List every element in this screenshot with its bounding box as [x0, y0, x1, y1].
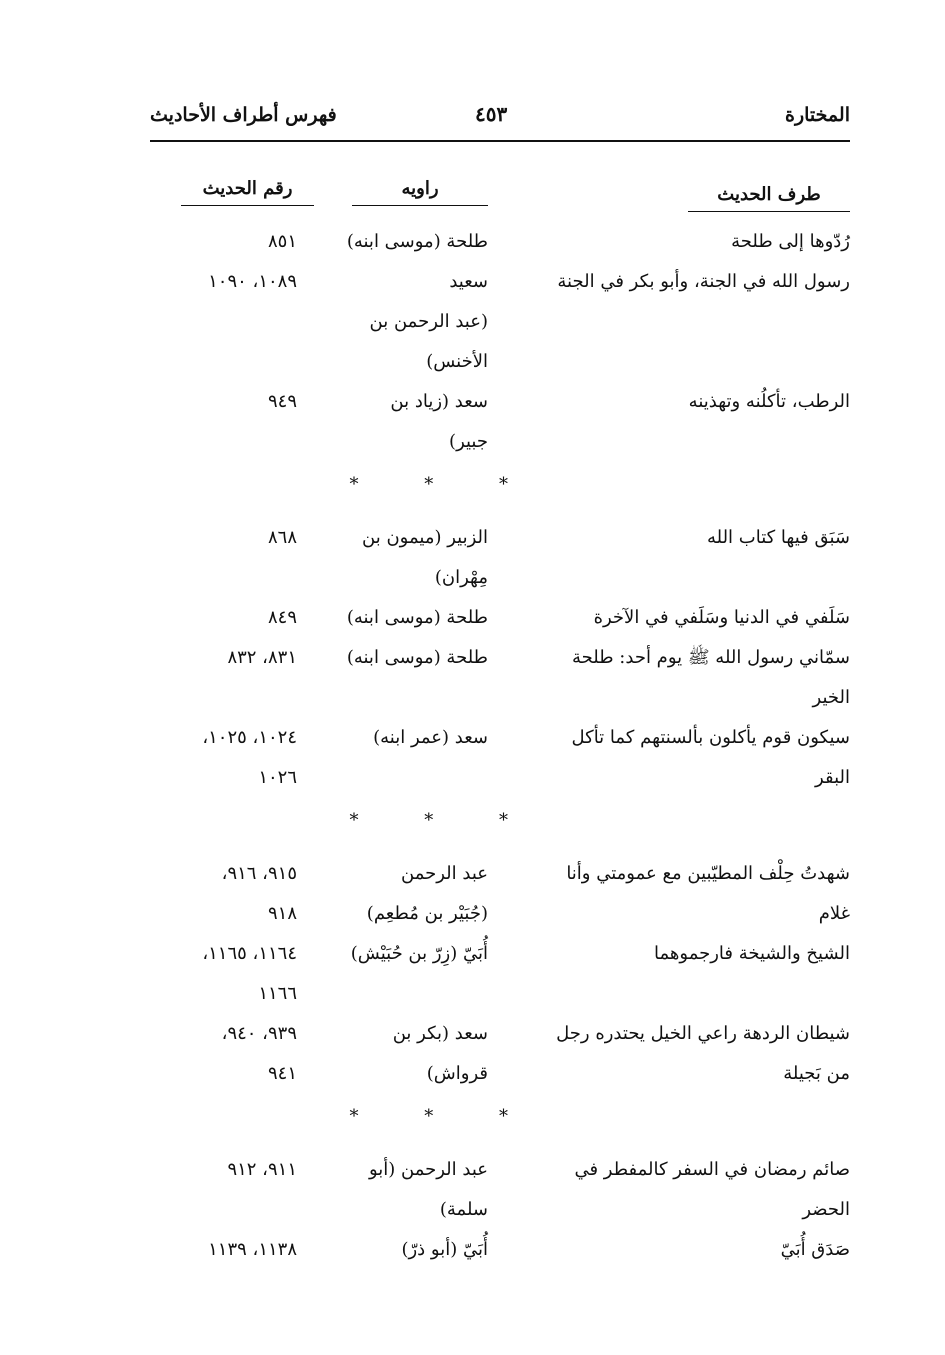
header-index-title: فهرس أطراف الأحاديث: [150, 104, 337, 126]
entry-line: [150, 302, 850, 342]
entry-line: [150, 758, 850, 798]
hadith-fragment: الشيخ والشيخة فارجموهما: [654, 943, 850, 964]
narrator: مِهْران): [434, 567, 488, 588]
narrator: (جُبَيْر بن مُطعِم): [366, 903, 488, 924]
hadith-numbers: ٩٤١: [267, 1063, 297, 1084]
hadith-fragment: غلام: [818, 903, 850, 924]
index-entry: [150, 222, 850, 262]
hadith-fragment: رسول الله في الجنة، وأبو بكر في الجنة: [557, 271, 850, 292]
separator-stars: * * *: [349, 474, 538, 495]
narrator: قرواش): [426, 1063, 488, 1084]
narrator: سعد (عمر ابنه): [373, 727, 488, 748]
hadith-fragment: سَبَق فيها كتاب الله: [706, 527, 850, 548]
index-entry: [150, 382, 850, 462]
hadith-fragment: الرطب، تأكلُنه وتهذينه: [688, 391, 850, 412]
entry-line: [150, 222, 850, 262]
hadith-numbers: ٨٤٩: [267, 607, 297, 628]
index-entry: [150, 598, 850, 638]
entry-line: [150, 638, 850, 678]
narrator: أُبَيّ (زِرّ بن حُبَيْش): [350, 943, 488, 964]
entry-line: [150, 342, 850, 382]
entry-line: [150, 678, 850, 718]
narrator: سعد (زياد بن: [390, 391, 488, 412]
index-entries: [150, 222, 850, 1270]
entry-line: [150, 422, 850, 462]
narrator: سلمة): [439, 1199, 488, 1220]
hadith-fragment: الحضر: [802, 1199, 850, 1220]
hadith-numbers: ١٠٢٦: [258, 767, 297, 788]
narrator: طلحة (موسى ابنه): [346, 607, 488, 628]
index-entry: [150, 1150, 850, 1230]
index-entry: [150, 718, 850, 798]
entry-line: [150, 854, 850, 894]
section-separator: [150, 798, 850, 854]
running-header: [150, 100, 850, 134]
narrator: الزبير (ميمون بن: [362, 527, 488, 548]
section-separator: [150, 462, 850, 518]
page-number: ٤٥٣: [475, 102, 508, 126]
entry-line: [150, 382, 850, 422]
hadith-numbers: ٩١١، ٩١٢: [227, 1159, 297, 1180]
hadith-fragment: صَدَق أُبَيّ: [780, 1239, 850, 1260]
hadith-numbers: ١٠٢٤، ١٠٢٥،: [202, 727, 297, 748]
hadith-numbers: ١٠٨٩، ١٠٩٠: [208, 271, 297, 292]
narrator: جبير): [449, 431, 488, 452]
index-entry: [150, 1014, 850, 1094]
hadith-numbers: ٨٥١: [267, 231, 297, 252]
index-entry: [150, 518, 850, 598]
index-entry: [150, 1230, 850, 1270]
hadith-fragment: البقر: [815, 767, 850, 788]
narrator: طلحة (موسى ابنه): [346, 231, 488, 252]
header-book-title: المختارة: [785, 104, 850, 126]
index-entry: [150, 854, 850, 934]
separator-stars: * * *: [349, 810, 538, 831]
entry-line: [150, 598, 850, 638]
entry-line: [150, 974, 850, 1014]
hadith-fragment: رُدّوها إلى طلحة: [731, 231, 850, 252]
hadith-numbers: ٨٣١، ٨٣٢: [227, 647, 297, 668]
narrator: طلحة (موسى ابنه): [346, 647, 488, 668]
entry-line: [150, 1150, 850, 1190]
hadith-fragment: شيطان الردهة راعي الخيل يحتدره رجل: [556, 1023, 850, 1044]
narrator: عبد الرحمن (أبو: [368, 1159, 488, 1180]
narrator: عبد الرحمن: [401, 863, 488, 884]
hadith-fragment: سَلَفي في الدنيا وسَلَفي في الآخرة: [593, 607, 850, 628]
separator-stars: * * *: [349, 1106, 538, 1127]
column-header-narrator: راويه: [352, 178, 488, 206]
narrator: سعد (بكر بن: [392, 1023, 488, 1044]
hadith-numbers: ١١٦٤، ١١٦٥،: [202, 943, 297, 964]
hadith-numbers: ١١٦٦: [258, 983, 297, 1004]
entry-line: [150, 1190, 850, 1230]
hadith-fragment: من بَجيلة: [783, 1063, 850, 1084]
header-rule: [150, 140, 850, 142]
column-headers: [150, 178, 850, 218]
entry-line: [150, 718, 850, 758]
hadith-numbers: ٩١٨: [267, 903, 297, 924]
entry-line: [150, 262, 850, 302]
hadith-numbers: ٨٦٨: [267, 527, 297, 548]
hadith-numbers: ٩١٥، ٩١٦،: [221, 863, 297, 884]
narrator: الأخنس): [426, 351, 488, 372]
entry-line: [150, 894, 850, 934]
narrator: سعيد: [449, 271, 488, 292]
hadith-fragment: الخير: [812, 687, 850, 708]
index-entry: [150, 262, 850, 382]
index-entry: [150, 638, 850, 718]
index-entry: [150, 934, 850, 1014]
entry-line: [150, 518, 850, 558]
hadith-fragment: سيكون قوم يأكلون بألسنتهم كما تأكل: [571, 727, 850, 748]
section-separator: [150, 1094, 850, 1150]
entry-line: [150, 934, 850, 974]
column-header-number: رقم الحديث: [181, 178, 314, 206]
column-header-hadith: طرف الحديث: [688, 184, 850, 212]
entry-line: [150, 1230, 850, 1270]
entry-line: [150, 1054, 850, 1094]
narrator: (عبد الرحمن بن: [369, 311, 488, 332]
narrator: أُبَيّ (أبو ذرّ): [401, 1239, 488, 1260]
entry-line: [150, 1014, 850, 1054]
hadith-fragment: صائم رمضان في السفر كالمفطر في: [574, 1159, 850, 1180]
hadith-numbers: ٩٤٩: [267, 391, 297, 412]
entry-line: [150, 558, 850, 598]
hadith-fragment: سمّاني رسول الله ﷺ يوم أحد: طلحة: [572, 647, 850, 668]
hadith-numbers: ٩٣٩، ٩٤٠،: [221, 1023, 297, 1044]
hadith-numbers: ١١٣٨، ١١٣٩: [208, 1239, 297, 1260]
hadith-fragment: شهدتُ حِلْف المطيّبين مع عمومتي وأنا: [566, 863, 850, 884]
